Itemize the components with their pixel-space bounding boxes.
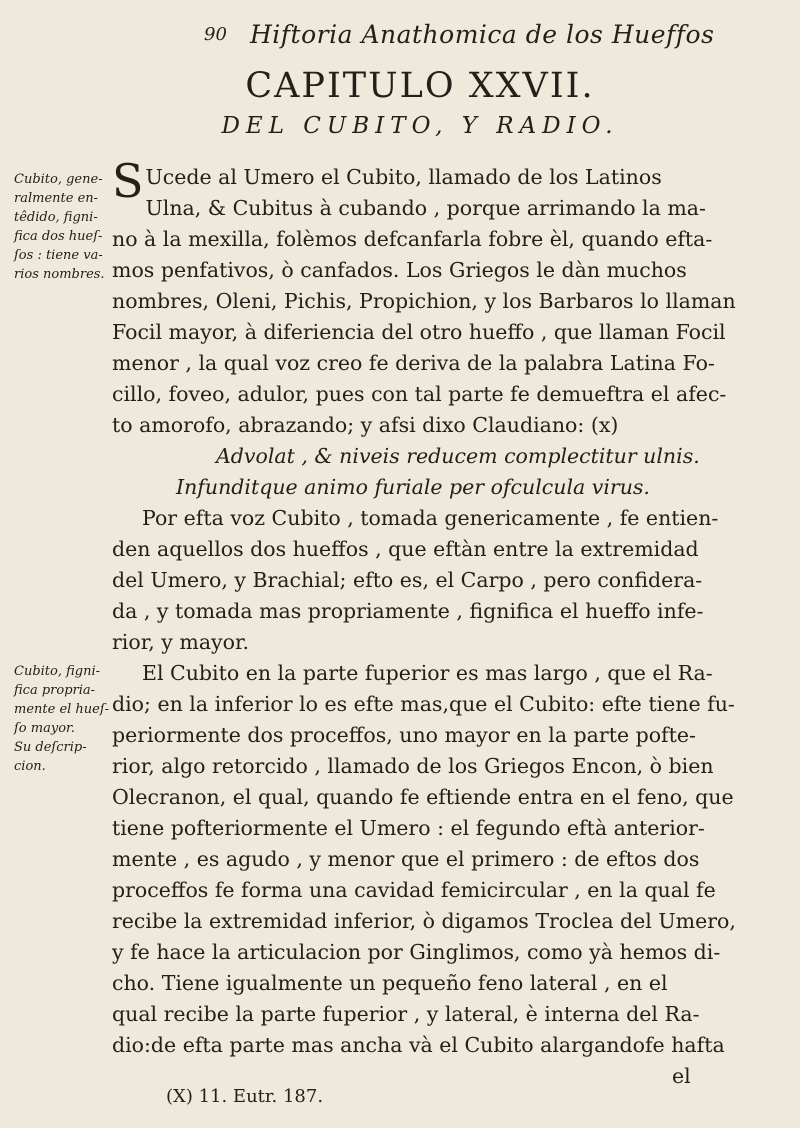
text-line: dio; en la inferior lo es efte mas,que el Cubito: efte tiene fu- <box>112 692 735 716</box>
text-line: nombres, Oleni, Pichis, Propichion, y los Barbaros lo llaman <box>112 289 736 313</box>
text-line: rior, algo retorcido , llamado de los Griegos Encon, ò bien <box>112 754 714 778</box>
text-line: tiene pofteriormente el Umero : el fegundo eftà anterior- <box>112 816 705 840</box>
text-line: mente , es agudo , y menor que el primero : de eftos dos <box>112 847 700 871</box>
chapter-title: CAPITULO XXVII. <box>245 66 595 106</box>
text-line: Ucede al Umero el Cubito, llamado de los Latinos <box>145 165 662 189</box>
text-line: cho. Tiene igualmente un pequeño feno lateral , en el <box>112 971 668 995</box>
text-line: El Cubito en la parte fuperior es mas largo , que el Ra- <box>142 661 713 685</box>
margin-note-line: Cubito, gene- <box>14 172 103 187</box>
text-line: dio:de efta parte mas ancha và el Cubito alargandofe hafta <box>112 1033 725 1057</box>
catchword: el <box>672 1064 691 1088</box>
margin-note-line: Su deſcrip- <box>14 740 87 755</box>
text-line: cillo, foveo, adulor, pues con tal parte fe demueftra el afec- <box>112 382 727 406</box>
margin-note-2 <box>14 662 108 776</box>
footnote: (X) 11. Eutr. 187. <box>166 1086 324 1107</box>
text-line: qual recibe la parte fuperior , y lateral, è interna del Ra- <box>112 1002 700 1026</box>
text-line: recibe la extremidad inferior, ò digamos Troclea del Umero, <box>112 909 736 933</box>
page-number: 90 <box>204 24 227 45</box>
text-line: rior, y mayor. <box>112 630 250 654</box>
body-text <box>112 154 782 1092</box>
text-line: Olecranon, el qual, quando fe eftiende entra en el feno, que <box>112 785 734 809</box>
text-line: proceffos fe forma una cavidad femicircular , en la qual fe <box>112 878 716 902</box>
text-line: y fe hace la articulacion por Ginglimos, como yà hemos di- <box>112 940 721 964</box>
margin-note-line: têdido, figni- <box>14 210 98 225</box>
running-head <box>0 8 800 48</box>
margin-note-line: fica propria- <box>14 683 96 698</box>
text-line: Ulna, & Cubitus à cubando , porque arrimando la ma- <box>145 196 706 220</box>
margin-note-line: mente el hueſ- <box>14 702 110 717</box>
text-line: Por efta voz Cubito , tomada genericamente , fe entien- <box>142 506 719 530</box>
margin-note-line: ralmente en- <box>14 191 99 206</box>
margin-note-line: ſos : tiene va- <box>14 248 103 263</box>
text-line: da , y tomada mas propriamente , fignifica el hueffo infe- <box>112 599 704 623</box>
verse-line: Advolat , & niveis reducem complectitur ulnis. <box>216 444 700 468</box>
text-line: den aquellos dos hueffos , que eftàn entre la extremidad <box>112 537 699 561</box>
text-line: menor , la qual voz creo fe deriva de la palabra Latina Fo- <box>112 351 715 375</box>
drop-cap: S <box>112 154 144 208</box>
text-line: Focil mayor, à diferiencia del otro hueffo , que llaman Focil <box>112 320 726 344</box>
margin-note-line: Cubito, figni- <box>14 664 101 679</box>
running-title: Hiftoria Anathomica de los Hueffos <box>250 20 715 49</box>
margin-note-line: rios nombres. <box>14 267 105 282</box>
margin-note-1 <box>14 170 108 284</box>
margin-note-line: fica dos hueſ- <box>14 229 103 244</box>
text-line: no à la mexilla, folèmos defcanfarla fobre èl, quando efta- <box>112 227 713 251</box>
text-line: to amorofo, abrazando; y afsi dixo Claudiano: (x) <box>112 413 619 437</box>
margin-note-line: cion. <box>14 759 46 774</box>
text-line: periormente dos proceffos, uno mayor en la parte pofte- <box>112 723 696 747</box>
text-line: mos penfativos, ò canfados. Los Griegos le dàn muchos <box>112 258 687 282</box>
chapter-subtitle: DEL CUBITO, Y RADIO. <box>221 113 619 139</box>
text-line: del Umero, y Brachial; efto es, el Carpo , pero confidera- <box>112 568 703 592</box>
verse-line: Infunditque animo furiale per ofculcula virus. <box>176 475 650 499</box>
margin-note-line: ſo mayor. <box>14 721 75 736</box>
